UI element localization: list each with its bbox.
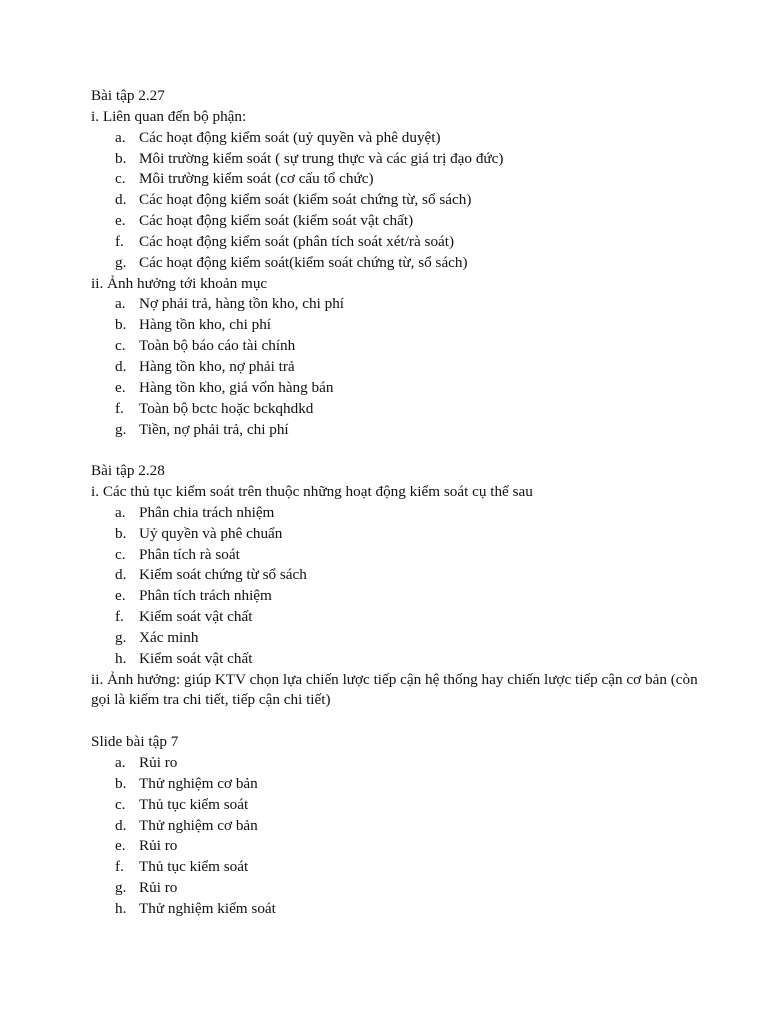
list-item <box>91 128 708 149</box>
list-item <box>91 503 708 524</box>
subsection-heading: ii. Ảnh hưởng tới khoản mục <box>91 274 268 292</box>
list-item <box>91 607 708 628</box>
list-marker: g. <box>115 420 127 438</box>
list-item <box>91 795 708 816</box>
list-item-text: Các hoạt động kiểm soát (kiểm soát chứng từ, sổ sách) <box>139 191 472 209</box>
list-item <box>91 586 708 607</box>
list-marker: b. <box>115 149 127 167</box>
list-marker: e. <box>115 587 126 605</box>
blank-line <box>91 440 708 461</box>
list-marker: g. <box>115 253 127 271</box>
list-item-text: Thủ tục kiểm soát <box>139 858 249 876</box>
list-item <box>91 420 708 441</box>
list-marker: a. <box>115 754 126 771</box>
exercise-2-28 <box>91 461 708 711</box>
list-item <box>91 336 708 357</box>
blank-line <box>91 711 708 732</box>
list-item <box>91 315 708 336</box>
list-item <box>91 857 708 878</box>
section-title: Bài tập 2.28 <box>91 462 165 480</box>
list-item-text: Rủi ro <box>139 837 178 855</box>
section-title: Bài tập 2.27 <box>91 87 165 104</box>
list-marker: b. <box>115 774 127 792</box>
list-item-text: Môi trường kiểm soát ( sự trung thực và các giá trị đạo đức) <box>139 149 504 167</box>
list-item-text: Thử nghiệm cơ bản <box>139 816 258 834</box>
section-title: Slide bài tập 7 <box>91 733 179 751</box>
list-item-text: Các hoạt động kiểm soát (kiểm soát vật chất) <box>139 212 414 230</box>
list-marker: d. <box>115 191 127 209</box>
list-marker: g. <box>115 879 127 897</box>
list-item <box>91 628 708 649</box>
list-marker: c. <box>115 170 126 188</box>
list-item <box>91 565 708 586</box>
list-item <box>91 211 708 232</box>
list-item-text: Xác minh <box>139 628 199 646</box>
list-item <box>91 232 708 253</box>
list-item-text: Nợ phải trả, hàng tồn kho, chi phí <box>139 295 345 313</box>
list-item-text: Uỷ quyền và phê chuẩn <box>139 524 283 542</box>
list-marker: g. <box>115 628 127 646</box>
list-item-text: Rủi ro <box>139 754 178 771</box>
list-item-text: Kiểm soát chứng từ sổ sách <box>139 566 307 584</box>
list-item-text: Phân tích trách nhiệm <box>139 587 272 605</box>
exercise-2-27 <box>91 86 708 440</box>
list-marker: f. <box>115 232 124 250</box>
list-marker: d. <box>115 357 127 375</box>
list-item-text: Tiền, nợ phải trả, chi phí <box>139 420 289 438</box>
list <box>91 294 708 440</box>
list-item-text: Phân chia trách nhiệm <box>139 503 275 521</box>
list-item-text: Hàng tồn kho, chi phí <box>139 316 272 334</box>
list-item-text: Môi trường kiểm soát (cơ cấu tổ chức) <box>139 170 374 188</box>
list-item-text: Thủ tục kiểm soát <box>139 795 249 813</box>
list-marker: c. <box>115 795 126 813</box>
list-item-text: Phân tích rà soát <box>139 545 240 563</box>
list-marker: f. <box>115 858 124 876</box>
list <box>91 753 708 920</box>
list-marker: h. <box>115 649 127 667</box>
list-marker: c. <box>115 337 126 355</box>
list-item-text: Hàng tồn kho, nợ phải trả <box>139 357 295 375</box>
list <box>91 128 708 274</box>
list-item-text: Thử nghiệm kiểm soát <box>139 899 276 917</box>
list-item <box>91 169 708 190</box>
list-marker: f. <box>115 608 124 626</box>
list-item <box>91 545 708 566</box>
list-marker: d. <box>115 566 127 584</box>
list-item-text: Thử nghiệm cơ bản <box>139 774 258 792</box>
list-marker: a. <box>115 503 126 521</box>
list-marker: c. <box>115 545 126 563</box>
list-item-text: Kiểm soát vật chất <box>139 649 253 667</box>
list-marker: f. <box>115 399 124 417</box>
list-marker: a. <box>115 128 126 146</box>
list-item-text: Các hoạt động kiểm soát (phân tích soát xét/rà soát) <box>139 232 455 250</box>
list-marker: e. <box>115 378 126 396</box>
list-marker: e. <box>115 837 126 855</box>
list-marker: e. <box>115 212 126 230</box>
list-item <box>91 774 708 795</box>
list-item-text: Hàng tồn kho, giá vốn hàng bán <box>139 378 334 396</box>
list-item <box>91 253 708 274</box>
list-item <box>91 899 708 920</box>
list-item <box>91 524 708 545</box>
list-item <box>91 816 708 837</box>
list-item-text: Toàn bộ bctc hoặc bckqhdkd <box>139 399 314 417</box>
impact-paragraph: ii. Ảnh hưởng: giúp KTV chọn lựa chiến lược tiếp cận hệ thống hay chiến lược tiếp cận cơ bản (còn gọi là kiểm tra chi tiết, tiếp cận chi tiết) <box>91 670 698 709</box>
list-marker: b. <box>115 316 127 334</box>
list-item <box>91 378 708 399</box>
list-item <box>91 878 708 899</box>
list-item-text: Toàn bộ báo cáo tài chính <box>139 337 296 355</box>
list-marker: d. <box>115 816 127 834</box>
list-marker: b. <box>115 524 127 542</box>
list-item <box>91 149 708 170</box>
list-item <box>91 753 708 774</box>
list-item <box>91 190 708 211</box>
list-item-text: Rủi ro <box>139 879 178 897</box>
slide-exercise-7 <box>91 732 708 920</box>
list-item-text: Các hoạt động kiểm soát (uỷ quyền và phê duyệt) <box>139 128 441 146</box>
list-item <box>91 836 708 857</box>
list-marker: a. <box>115 295 126 313</box>
list-item-text: Các hoạt động kiểm soát(kiểm soát chứng từ, sổ sách) <box>139 253 468 271</box>
list-item <box>91 649 708 670</box>
subsection-heading: i. Các thủ tục kiểm soát trên thuộc những hoạt động kiểm soát cụ thể sau <box>91 483 533 501</box>
list-item-text: Kiểm soát vật chất <box>139 608 253 626</box>
list-marker: h. <box>115 899 127 917</box>
list <box>91 503 708 670</box>
list-item <box>91 357 708 378</box>
list-item <box>91 399 708 420</box>
subsection-heading: i. Liên quan đến bộ phận: <box>91 107 247 125</box>
list-item <box>91 294 708 315</box>
